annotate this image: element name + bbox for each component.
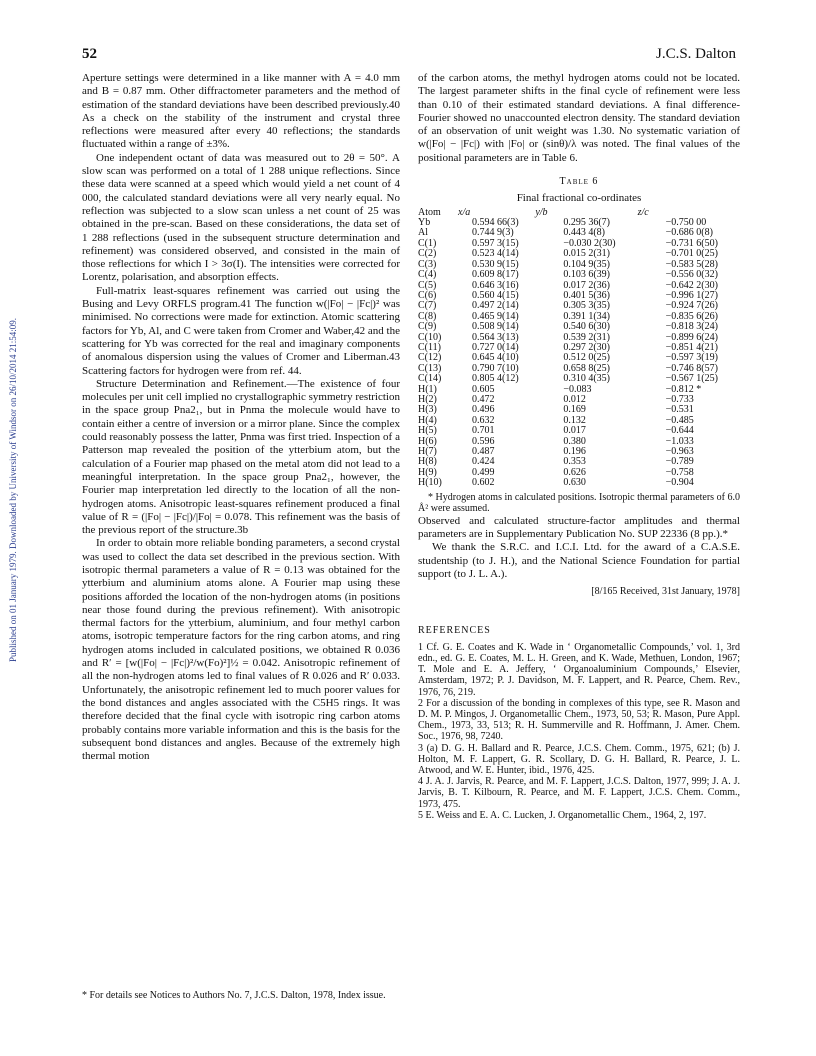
cell-y: 0.104 9(35)	[563, 258, 610, 270]
cell-x: 0.632	[472, 414, 495, 426]
cell-x: 0.424	[472, 456, 495, 468]
cell-z: −1.033	[665, 435, 694, 447]
cell-atom: C(14)	[418, 373, 442, 385]
cell-y: 0.512 0(25)	[563, 352, 610, 364]
cell-atom: H(8)	[418, 456, 437, 468]
cell-x: 0.646 3(16)	[472, 279, 519, 291]
cell-z: −0.899 6(24)	[665, 331, 718, 343]
coordinates-table	[418, 208, 740, 489]
table-subtitle: Final fractional co-ordinates	[516, 192, 642, 205]
cell-atom: C(8)	[418, 310, 437, 322]
table-title: Table 6	[559, 176, 599, 188]
cell-x: 0.597 3(15)	[472, 237, 519, 249]
reference-item: 5 E. Weiss and E. A. C. Lucken, J. Organometallic Chem., 1964, 2, 197.	[418, 809, 707, 821]
cell-z: −0.963	[665, 446, 694, 458]
cell-z: −0.644	[665, 425, 694, 437]
header-y: y/b	[535, 206, 548, 218]
cell-x: 0.790 7(10)	[472, 362, 519, 374]
cell-atom: C(4)	[418, 269, 437, 281]
table-body	[418, 218, 740, 489]
journal-header: J.C.S. Dalton	[655, 46, 736, 62]
cell-atom: H(2)	[418, 393, 437, 405]
cell-z: −0.818 3(24)	[665, 321, 718, 333]
cell-atom: H(1)	[418, 383, 437, 395]
cell-x: 0.560 4(15)	[472, 289, 519, 301]
cell-atom: H(3)	[418, 404, 437, 416]
header-atom: Atom	[418, 206, 441, 218]
cell-z: −0.924 7(26)	[665, 300, 718, 312]
cell-atom: Yb	[418, 217, 431, 229]
cell-z: −0.583 5(28)	[665, 258, 718, 270]
cell-z: −0.758	[665, 466, 694, 478]
paragraph: Aperture settings were determined in a like manner with A = 4.0 mm and B = 0.87 mm. Other diffractometer parameters and the method of estimation of the standard deviations have been described previously.40 As a check on the stability of the instrument and crystal three reflections were measured after every 40 reflections; the standards fluctuated within a range of ±3%.	[82, 72, 400, 151]
cell-z: −0.567 1(25)	[665, 373, 718, 385]
cell-y: −0.030 2(30)	[563, 237, 616, 249]
cell-z: −0.733	[665, 393, 694, 405]
cell-z: −0.597 3(19)	[665, 352, 718, 364]
cell-z: −0.812 *	[665, 383, 702, 395]
download-watermark	[4, 160, 22, 820]
cell-y: 0.658 8(25)	[563, 362, 610, 374]
page-number: 52	[82, 46, 97, 62]
cell-atom: H(6)	[418, 435, 437, 447]
footnote: * For details see Notices to Authors No. 7, J.C.S. Dalton, 1978, Index issue.	[82, 990, 386, 1001]
cell-atom: C(7)	[418, 300, 437, 312]
cell-x: 0.602	[472, 477, 495, 489]
cell-atom: C(1)	[418, 237, 437, 249]
cell-x: 0.605	[472, 383, 495, 395]
cell-x: 0.523 4(14)	[472, 248, 519, 260]
reference-item: 1 Cf. G. E. Coates and K. Wade in ‘ Organometallic Compounds,’ vol. 1, 3rd edn., ed. G. E. Coates, M. L. H. Green, and K. Wade, Methuen, London, 1967; T. Mole and E. A. Jeffery, ‘ Organoaluminium Compounds,’ Elsevier, Amsterdam, 1972; P. J. Davidson, M. F. Lappert, and R. Pearce, Chem. Rev., 1976, 76, 219.	[418, 641, 740, 698]
cell-y: 0.539 2(31)	[563, 331, 610, 343]
references-heading: REFERENCES	[418, 625, 491, 637]
cell-z: −0.746 8(57)	[665, 362, 718, 374]
cell-x: 0.465 9(14)	[472, 310, 519, 322]
cell-x: 0.530 9(15)	[472, 258, 519, 270]
cell-x: 0.499	[472, 466, 495, 478]
cell-y: 0.380	[563, 435, 586, 447]
cell-x: 0.744 9(3)	[472, 227, 514, 239]
cell-z: −0.531	[665, 404, 694, 416]
cell-z: −0.789	[665, 456, 694, 468]
cell-z: −0.686 0(8)	[665, 227, 713, 239]
cell-x: 0.645 4(10)	[472, 352, 519, 364]
received-date: [8/165 Received, 31st January, 1978]	[591, 586, 740, 598]
cell-y: 0.015 2(31)	[563, 248, 610, 260]
cell-atom: C(13)	[418, 362, 442, 374]
paragraph: Structure Determination and Refinement.—The existence of four molecules per unit cell implied no crystallographic symmetry restriction in the space group Pna2₁, but in Pnma the molecule would have to contain either a centre of inversion or a mirror plane. Since the complex could reasonably possess the latter, Pnma was first tried. Inspection of a Patterson map revealed the position of the ytterbium atom, but the calculation of a Fourier map phased on the metal atom did not lead to a meaningful interpretation. In the space group Pna2₁, however, the Fourier map interpretation led directly to the location of all the non-hydrogen atoms. Anisotropic least-squares refinement produced a final value of R = (|Fo| − |Fc|)/|Fo| = 0.078. This refinement was the basis of the previous report of the structure.3b	[82, 377, 400, 537]
cell-atom: C(6)	[418, 289, 437, 301]
cell-z: −0.904	[665, 477, 694, 489]
left-column	[82, 72, 400, 763]
cell-x: 0.727 0(14)	[472, 341, 519, 353]
cell-atom: H(5)	[418, 425, 437, 437]
header-z: z/c	[637, 206, 649, 218]
cell-atom: C(3)	[418, 258, 437, 270]
cell-x: 0.701	[472, 425, 495, 437]
cell-y: 0.630	[563, 477, 586, 489]
cell-y: 0.401 5(36)	[563, 289, 610, 301]
cell-y: 0.169	[563, 404, 586, 416]
reference-item: 2 For a discussion of the bonding in complexes of this type, see R. Mason and D. M. P. Mingos, J. Organometallic Chem., 1973, 50, 53; R. Mason, Pure Appl. Chem., 1973, 33, 513; R. H. Summerville and R. Hoffmann, J. Amer. Chem. Soc., 1976, 98, 7240.	[418, 697, 740, 743]
cell-x: 0.805 4(12)	[472, 373, 519, 385]
cell-x: 0.472	[472, 393, 495, 405]
cell-y: 0.626	[563, 466, 586, 478]
cell-z: −0.750 00	[665, 217, 707, 229]
cell-y: 0.305 3(35)	[563, 300, 610, 312]
cell-atom: H(9)	[418, 466, 437, 478]
reference-item: 4 J. A. J. Jarvis, R. Pearce, and M. F. Lappert, J.C.S. Dalton, 1977, 999; J. A. J. Jarvis, B. T. Kilbourn, R. Pearce, and M. F. Lappert, J.C.S. Chem. Comm., 1973, 475.	[418, 776, 740, 810]
cell-atom: C(2)	[418, 248, 437, 260]
cell-y: 0.443 4(8)	[563, 227, 605, 239]
cell-z: −0.996 1(27)	[665, 289, 718, 301]
table-row	[418, 322, 740, 332]
cell-y: 0.017 2(36)	[563, 279, 610, 291]
cell-atom: H(7)	[418, 446, 437, 458]
cell-y: −0.083	[563, 383, 592, 395]
cell-atom: C(9)	[418, 321, 437, 333]
cell-z: −0.701 0(25)	[665, 248, 718, 260]
paragraph: In order to obtain more reliable bonding parameters, a second crystal was used to collect the data set described in the previous section. With isotropic thermal parameters a value of R = 0.13 was obtained for the ytterbium and aluminium atoms alone. A Fourier map using these positions afforded the location of the non-hydrogen atoms (in positions near those found during the previous refinement). With anisotropic thermal factors for the ytterbium, aluminium, and four methyl carbon atoms, isotropic temperature factors for the ring carbon atoms, and ring hydrogen atoms included in calculated positions, we obtained R 0.036 and R′ = [w(|Fo| − |Fc|)²/w(Fo)²]½ = 0.042. Anisotropic refinement of all the non-hydrogen atoms led to final values of R 0.026 and R′ 0.033. Unfortunately, the anisotropic refinement led to much poorer values for the bond distances and angles associated with the C5H5 rings. It was therefore decided that the final cycle with isotropic ring carbon atoms probably contains more variable information and this is the basis for the subsequent bond distances and angles. Because of the extremely high thermal motion	[82, 537, 400, 763]
cell-y: 0.310 4(35)	[563, 373, 610, 385]
cell-atom: Al	[418, 227, 428, 239]
cell-z: −0.835 6(26)	[665, 310, 718, 322]
supplementary-paragraph: Observed and calculated structure-factor amplitudes and thermal parameters are in Supplementary Publication No. SUP 22336 (8 pp.).*	[418, 514, 740, 540]
cell-x: 0.596	[472, 435, 495, 447]
cell-atom: H(10)	[418, 477, 442, 489]
cell-z: −0.485	[665, 414, 694, 426]
watermark-text: Published on 01 January 1979. Downloaded by University of Windsor on 26/10/2014 21:54:09.	[8, 318, 18, 662]
cell-atom: C(11)	[418, 341, 441, 353]
cell-x: 0.564 3(13)	[472, 331, 519, 343]
cell-y: 0.297 2(30)	[563, 341, 610, 353]
cell-z: −0.851 4(21)	[665, 341, 718, 353]
table-footnote: * Hydrogen atoms in calculated positions. Isotropic thermal parameters of 6.0 Å² were assumed.	[418, 491, 740, 515]
reference-item: 3 (a) D. G. H. Ballard and R. Pearce, J.C.S. Chem. Comm., 1975, 621; (b) J. Holton, M. F. Lappert, G. R. Scollary, D. G. H. Ballard, R. Pearce, J. L. Atwood, and W. E. Hunter, ibid., 1976, 425.	[418, 742, 740, 776]
cell-x: 0.594 66(3)	[472, 217, 519, 229]
cell-y: 0.132	[563, 414, 586, 426]
header-x: x/a	[458, 206, 471, 218]
cell-x: 0.497 2(14)	[472, 300, 519, 312]
acknowledgement: We thank the S.R.C. and I.C.I. Ltd. for the award of a C.A.S.E. studentship (to J. H.), and the National Science Foundation for partial support (to J. L. A.).	[418, 541, 740, 580]
cell-atom: C(5)	[418, 279, 437, 291]
table-row	[418, 270, 740, 280]
cell-y: 0.017	[563, 425, 586, 437]
right-column	[418, 72, 740, 821]
cell-z: −0.642 2(30)	[665, 279, 718, 291]
cell-atom: C(10)	[418, 331, 442, 343]
cell-x: 0.487	[472, 446, 495, 458]
cell-z: −0.731 6(50)	[665, 237, 718, 249]
table-row	[418, 478, 740, 488]
cell-x: 0.508 9(14)	[472, 321, 519, 333]
cell-x: 0.609 8(17)	[472, 269, 519, 281]
references-list	[418, 642, 740, 821]
cell-y: 0.295 36(7)	[563, 217, 610, 229]
cell-y: 0.196	[563, 446, 586, 458]
cell-y: 0.353	[563, 456, 586, 468]
cell-y: 0.540 6(30)	[563, 321, 610, 333]
paragraph: Full-matrix least-squares refinement was carried out using the Busing and Levy ORFLS program.41 The function w(|Fo| − |Fc|)² was minimised. No corrections were made for extinction. Atomic scattering factors for Yb, Al, and C were taken from Cromer and Waber,42 and the scattering for Yb was corrected for the real and imaginary components of anomalous dispersion using the values of Cromer and Liberman.43 Scattering factors for hydrogen were from ref. 44.	[82, 284, 400, 377]
cell-y: 0.012	[563, 393, 586, 405]
cell-atom: C(12)	[418, 352, 442, 364]
paragraph: One independent octant of data was measured out to 2θ = 50°. A slow scan was performed on a total of 1 288 unique reflections. Since these data were scanned at a speed which would yield a net count of 4 000, the calculated standard deviations were all very nearly equal. No reflection was subjected to a slow scan unless a net count of 25 was obtained in the pre-scan. Based on these considerations, the data set of 1 288 reflections (used in the subsequent structure determination and refinement) was considered observed, and consisted in the main of those reflections for which I > 3σ(I). The intensities were corrected for Lorentz, polarisation, and absorption effects.	[82, 151, 400, 284]
cell-atom: H(4)	[418, 414, 437, 426]
paragraph: of the carbon atoms, the methyl hydrogen atoms could not be located. The largest parameter shifts in the final cycle of refinement were less than 0.10 of their estimated standard deviations. A final difference-Fourier showed no unaccounted electron density. The standard deviation of an observation of unit weight was 1.30. No systematic variation of w(|Fo| − |Fc|) with |Fo| or (sinθ)/λ was noted. The final values of the positional parameters are in Table 6.	[418, 72, 740, 164]
cell-y: 0.391 1(34)	[563, 310, 610, 322]
cell-z: −0.556 0(32)	[665, 269, 718, 281]
cell-y: 0.103 6(39)	[563, 269, 610, 281]
cell-x: 0.496	[472, 404, 495, 416]
